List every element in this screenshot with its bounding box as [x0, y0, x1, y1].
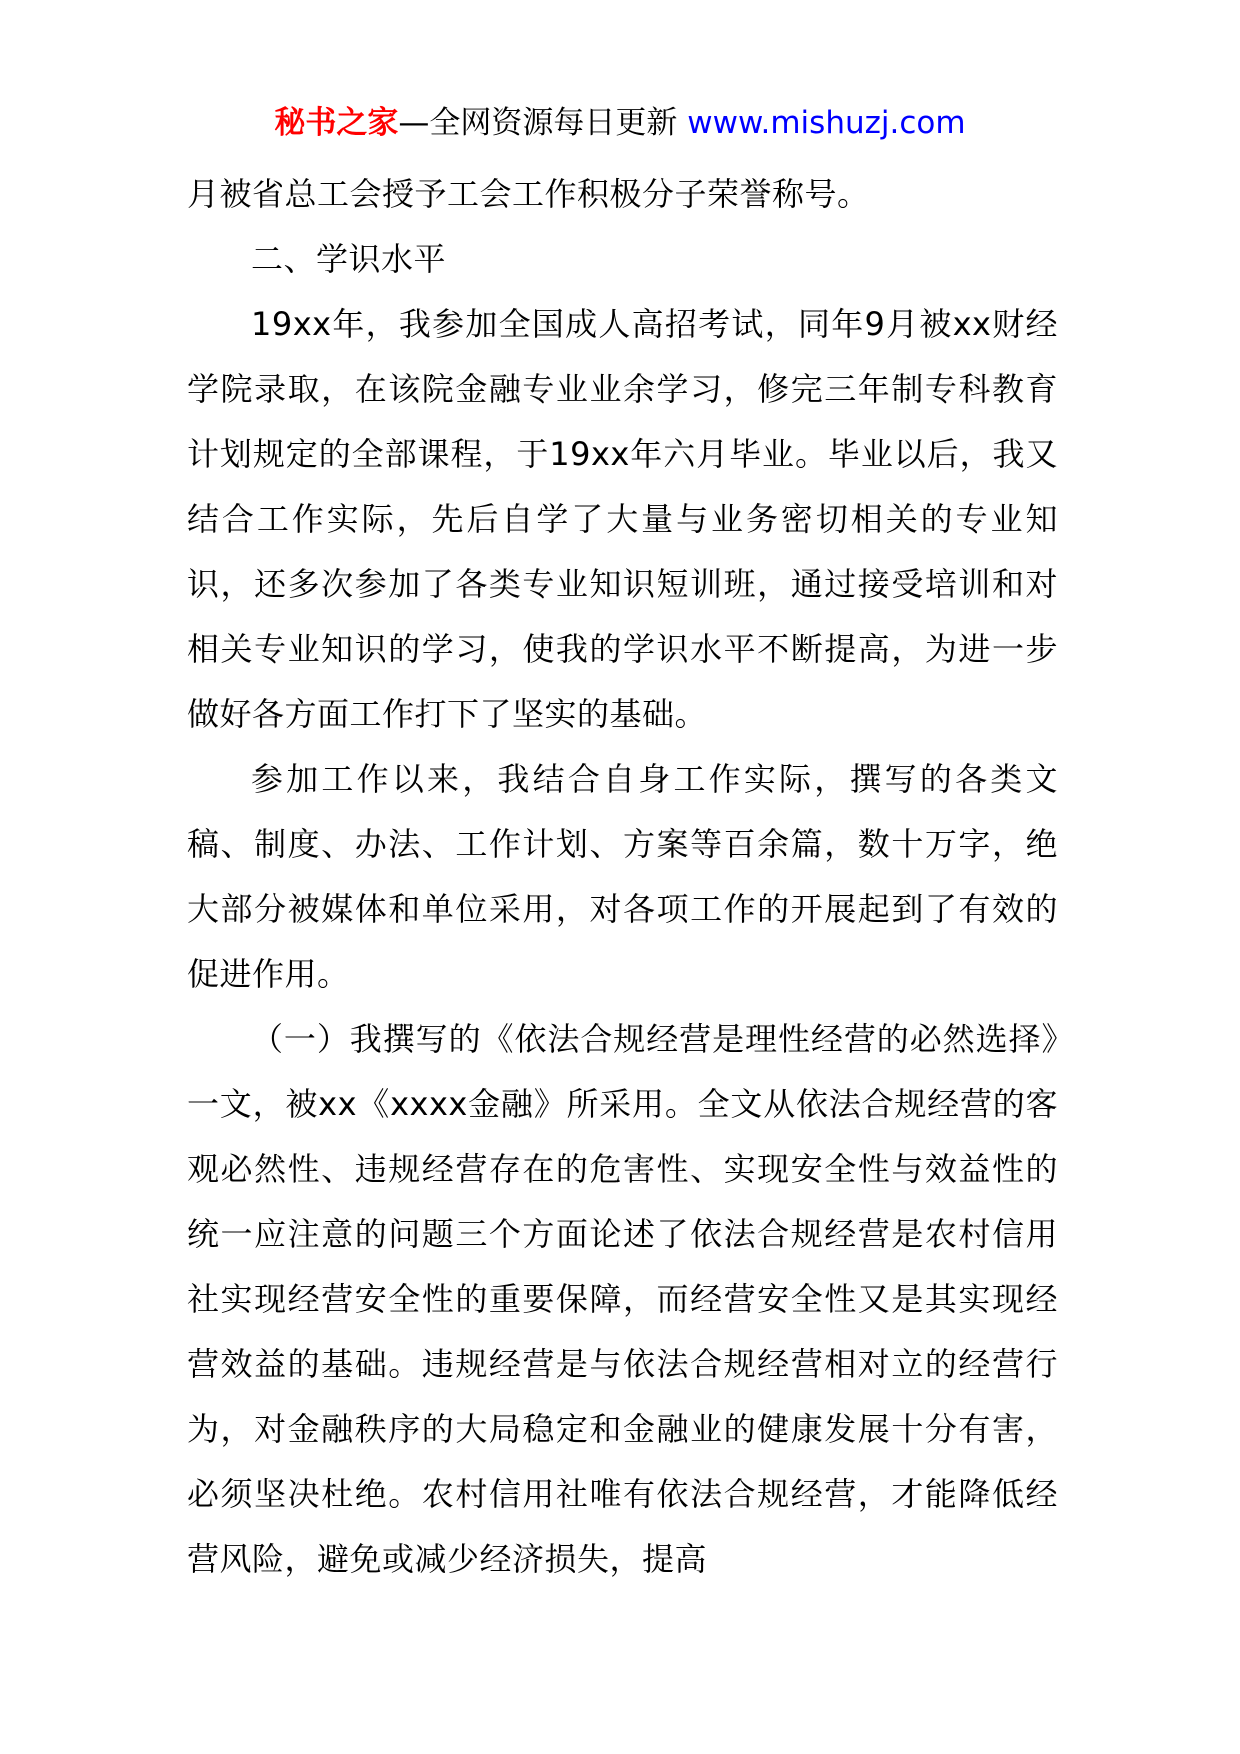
paragraph-continuation: 月被省总工会授予工会工作积极分子荣誉称号。	[187, 175, 870, 213]
paragraph: 参加工作以来，我结合自身工作实际，撰写的各类文稿、制度、办法、工作计划、方案等百余篇，数十万字，绝大部分被媒体和单位采用，对各项工作的开展起到了有效的促进作用。	[187, 760, 1058, 993]
site-tagline: —全网资源每日更新	[398, 105, 688, 141]
site-header	[0, 100, 1240, 146]
paragraph: （一）我撰写的《依法合规经营是理性经营的必然选择》一文，被xx《xxxx金融》所采用。全文从依法合规经营的客观必然性、违规经营存在的危害性、实现安全性与效益性的统一应注意的问题三个方面论述了依法合规经营是农村信用社实现经营安全性的重要保障，而经营安全性又是其实现经营效益的基础。违规经营是与依法合规经营相对立的经营行为，对金融秩序的大局稳定和金融业的健康发展十分有害，必须坚决杜绝。农村信用社唯有依法合规经营，才能降低经营风险，避免或减少经济损失，提高	[187, 1020, 1058, 1578]
paragraph: 19xx年，我参加全国成人高招考试，同年9月被xx财经学院录取，在该院金融专业业余学习，修完三年制专科教育计划规定的全部课程，于19xx年六月毕业。毕业以后，我又结合工作实际，先后自学了大量与业务密切相关的专业知识，还多次参加了各类专业知识短训班，通过接受培训和对相关专业知识的学习，使我的学识水平不断提高，为进一步做好各方面工作打下了坚实的基础。	[187, 305, 1058, 733]
site-brand: 秘书之家	[274, 105, 399, 141]
section-heading: 二、学识水平	[251, 240, 447, 278]
site-url-link[interactable]: www.mishuzj.com	[687, 105, 966, 141]
document-body	[187, 162, 1058, 1592]
